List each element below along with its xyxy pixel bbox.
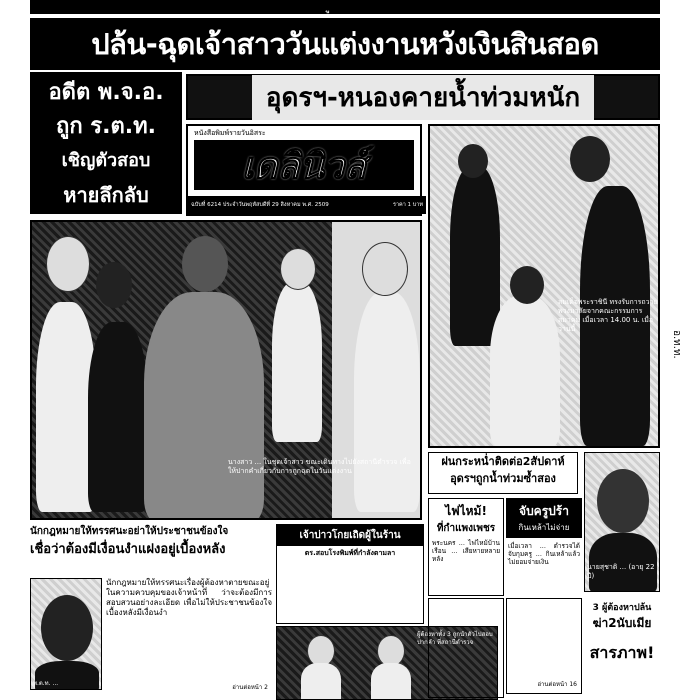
bride-photo: [30, 220, 422, 520]
teacher-box-text: เมื่อเวลา ... ตำรวจได้จับกุมครู ... กินเหล้าแล้วไม่ยอมจ่ายเงิน: [508, 542, 580, 566]
groom-box-title: เจ้าบ่าวโกยเถิดผู้ในร้าน: [299, 530, 401, 541]
law-headline-1: นักกฎหมายให้ทรรศนะอย่าให้ประชาชนข้องใจ: [30, 526, 229, 537]
queen-photo-caption: สมเด็จพระราชินี ทรงรับการถวายพวงมาลัยจากคณะกรรมการสมาคม เมื่อเวลา 14.00 น. เมื่อวานนี้: [558, 298, 658, 333]
main-headline: ปล้น-ฉุดเจ้าสาววันแต่งงานหวังเงินสินสอด: [91, 27, 599, 61]
left-headline-line-1: อดีต พ.จ.อ.: [48, 80, 164, 105]
mid-news-box: [428, 598, 504, 698]
bottom-right-headline-line-1: 3 ผู้ต้องหาปล้น: [592, 603, 652, 613]
bride-photo-caption-box: [228, 458, 418, 516]
fire-box-title: ไฟไหม้!: [445, 504, 487, 518]
fire-box-text: พระนคร ... ไฟไหม้บ้านเรือน ... เสียหายหลายหลัง: [432, 539, 500, 563]
suspects-photo-caption: ผู้ต้องหาทั้ง 3 ถูกนำตัวไปสอบปากคำ ที่สถานีตำรวจ: [417, 631, 493, 646]
continued-label-0: อ่านต่อหน้า 2: [232, 684, 268, 691]
fire-box-subtitle: ที่กำแพงเพชร: [436, 523, 496, 534]
left-headline-line-3: เชิญตัวสอบ: [61, 150, 151, 171]
teacher-box-subtitle: กินเหล้าไม่จ่าย: [518, 523, 570, 532]
masthead-pre-title: หนังสือพิมพ์รายวันอิสระ: [194, 129, 266, 137]
portrait-caption: นายสุชาติ ... (อายุ 22 ปี): [587, 563, 655, 580]
teacher-headline-box: [506, 498, 582, 538]
queen-photo-caption-box: [558, 298, 658, 368]
teacher-box-title: จับครูปร้า: [519, 504, 569, 518]
queen-photo: [428, 124, 660, 448]
law-headline-box: [30, 524, 270, 562]
masthead-title: เดลินิวส์: [241, 145, 367, 187]
left-headline-line-2: ถูก ร.ต.ท.: [56, 114, 156, 139]
flood-headline-box: [186, 74, 660, 120]
extra-news-box: [506, 598, 582, 694]
rain-headline-box: [428, 452, 578, 494]
masthead-title-box: [194, 140, 414, 190]
left-headline-box: [30, 72, 182, 214]
masthead-price: ราคา 1 บาท: [392, 202, 423, 208]
main-headline-box: [30, 18, 660, 70]
law-photo-caption: พ.ต.ท. ...: [33, 680, 59, 687]
bottom-right-headline-box: [584, 596, 660, 700]
groom-box-subtitle: ตร.สอบโรงพิมพ์ที่กำลังตามลา: [304, 549, 396, 557]
bottom-right-headline-line-2: ฆ่า2นับเมีย: [592, 616, 652, 630]
side-vertical-box: [668, 330, 688, 390]
bottom-right-headline-line-3: สารภาพ!: [589, 643, 655, 662]
law-body-text: นักกฎหมายให้ทรรศนะเรื่องผู้ต้องหาตายขณะอยู่ในความควบคุมของเจ้าหน้าที่ ว่าจะต้องมีการสอบสวนอย่างละเอียด เพื่อไม่ให้ประชาชนข้องใจ เบื้องหลังมีเงื่อนงำ: [106, 578, 272, 617]
bride-photo-caption: นางสาว ... ในชุดเจ้าสาว ขณะเดินทางไปยังสถานีตำรวจ เพื่อให้ปากคำเกี่ยวกับการถูกฉุดในวันแต่งงาน: [228, 458, 411, 475]
portrait-caption-box: [587, 563, 659, 591]
flood-headline: อุดรฯ-หนองคายน้ำท่วมหนัก: [265, 82, 581, 113]
teacher-box-body: [506, 540, 582, 596]
masthead-issue: ฉบับที่ 6214 ประจำวันพฤหัสบดีที่ 29 สิงหาคม พ.ศ. 2509: [191, 202, 329, 208]
top-strip: [30, 0, 660, 14]
masthead: [186, 124, 422, 216]
continued-label-1: อ่านต่อหน้า 16: [537, 681, 577, 688]
groom-box: [276, 524, 424, 624]
rain-headline-line-1: ฝนกระหน่ำติดต่อ2สัปดาห์: [441, 455, 565, 468]
rain-headline-line-2: อุดรฯถูกน้ำท่วมซ้ำสอง: [450, 472, 556, 485]
law-photo-caption-box: [33, 679, 101, 689]
portrait-photo: [584, 452, 660, 592]
side-vertical-text: อ.ท.ท.: [671, 330, 682, 359]
masthead-issue-bar: [188, 196, 426, 214]
law-photo: [30, 578, 102, 690]
law-body-box: [106, 578, 272, 694]
law-headline-2: เชื่อว่าต้องมีเงื่อนงำแฝงอยู่เบื้องหลัง: [30, 542, 226, 557]
fire-box: [428, 498, 504, 596]
left-headline-line-4: หายลึกลับ: [63, 183, 149, 207]
